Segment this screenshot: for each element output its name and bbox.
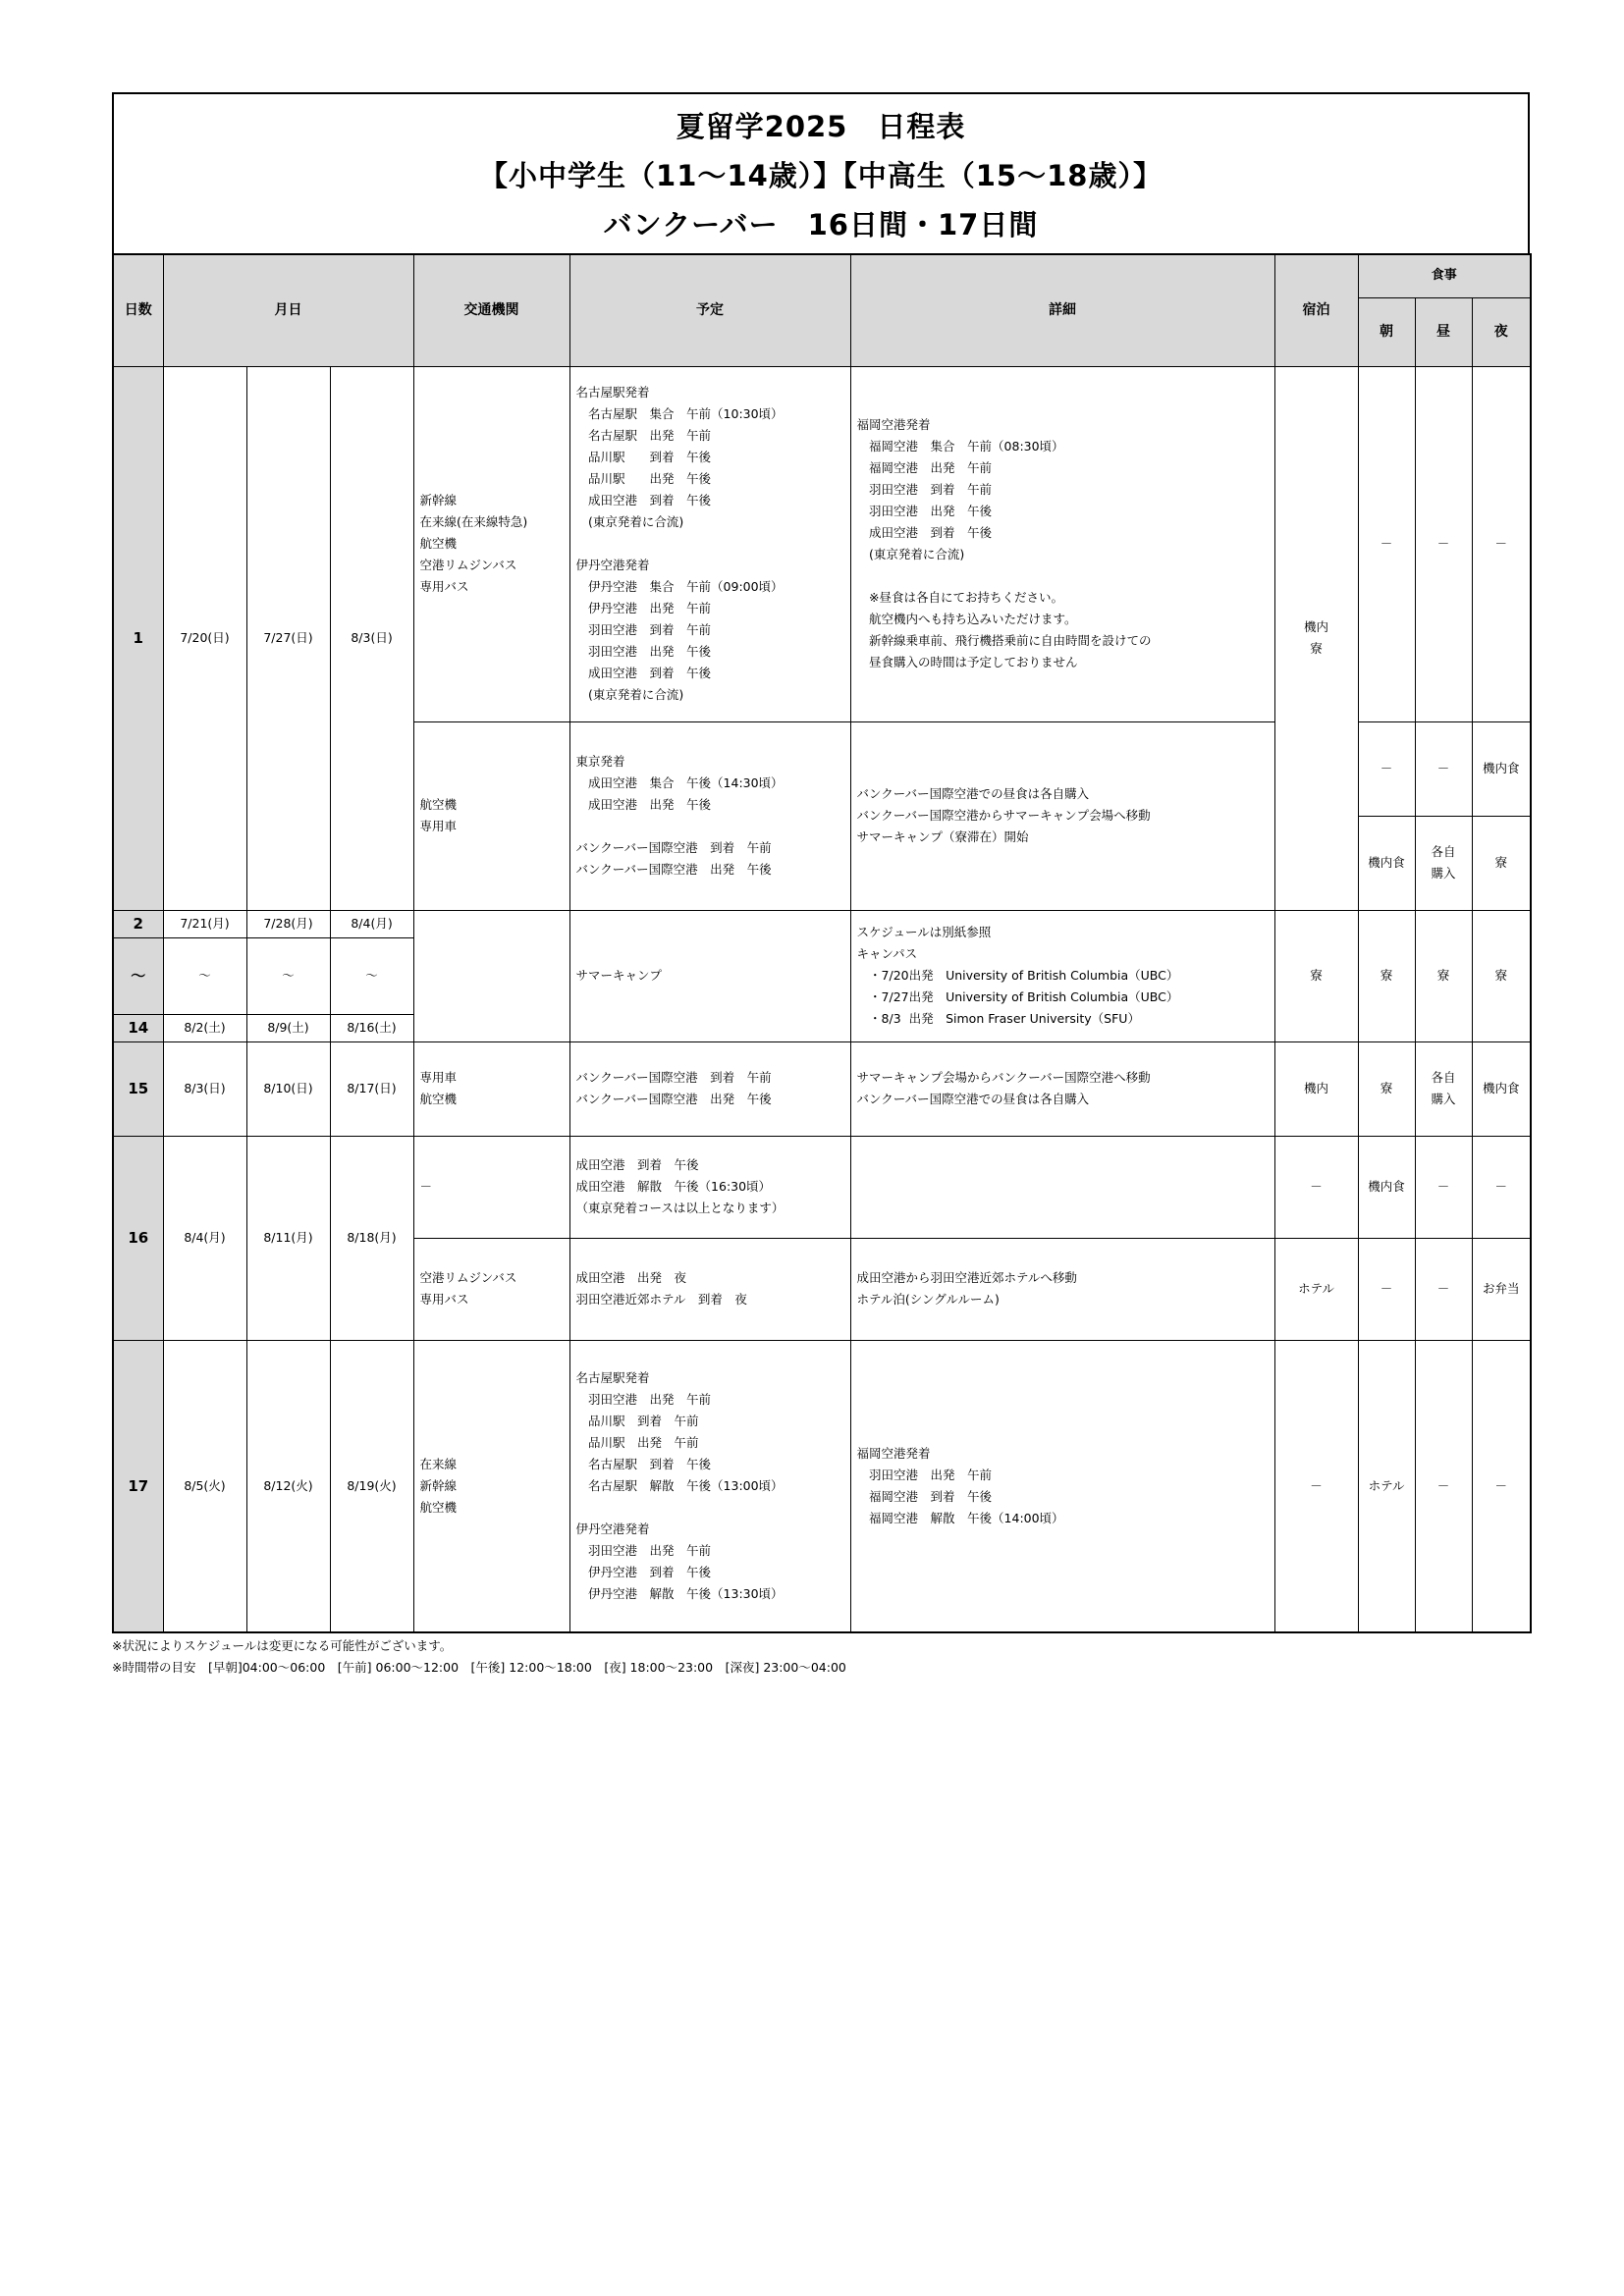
text-line: サマーキャンプ（寮滞在）開始 xyxy=(856,829,1029,844)
text-line: 羽田空港 到着 午前 xyxy=(575,622,712,637)
text-line: 専用車 xyxy=(419,819,458,833)
meal-lunch: － xyxy=(1415,1340,1472,1632)
date-cell: 8/5(火) xyxy=(163,1340,246,1632)
day-number: 1 xyxy=(113,366,163,910)
text-line: 品川駅 到着 午前 xyxy=(575,1413,699,1428)
text-line: スケジュールは別紙参照 xyxy=(856,925,992,939)
date-cell: ～ xyxy=(246,937,330,1014)
stay-cell xyxy=(1274,366,1358,910)
day-number: 14 xyxy=(113,1014,163,1041)
date-cell: 8/18(月) xyxy=(330,1136,413,1340)
header-date: 月日 xyxy=(163,254,413,366)
text-line: 航空機 xyxy=(419,797,458,812)
detail-cell xyxy=(850,1238,1274,1340)
text-line: ※昼食は各自にてお持ちください。 xyxy=(856,590,1064,605)
text-line: 羽田空港 到着 午前 xyxy=(856,482,993,497)
date-cell: ～ xyxy=(330,937,413,1014)
text-line: 購入 xyxy=(1431,1092,1456,1106)
text-line xyxy=(857,565,1269,587)
text-line: (東京発着に合流) xyxy=(856,547,965,561)
text-line: 東京発着 xyxy=(575,754,625,769)
meal-breakfast: 寮 xyxy=(1358,1041,1415,1136)
date-cell: 8/4(月) xyxy=(330,910,413,937)
transport-cell xyxy=(413,1041,569,1136)
plan-cell xyxy=(569,1136,850,1238)
header-breakfast: 朝 xyxy=(1358,297,1415,366)
meal-breakfast: 機内食 xyxy=(1358,816,1415,910)
text-line: 航空機 xyxy=(419,536,458,551)
text-line: 新幹線 xyxy=(419,493,458,507)
text-line: 伊丹空港発着 xyxy=(575,558,650,572)
text-line: 航空機内へも持ち込みいただけます。 xyxy=(856,612,1077,626)
text-line: － xyxy=(419,1179,433,1194)
date-cell: 8/9(土) xyxy=(246,1014,330,1041)
text-line: 新幹線 xyxy=(419,1477,458,1493)
text-line: 成田空港 解散 午後（16:30頃） xyxy=(575,1179,772,1194)
detail-cell xyxy=(850,1041,1274,1136)
text-line: 購入 xyxy=(1431,866,1456,881)
detail-cell xyxy=(850,1136,1274,1238)
transport-cell xyxy=(413,1136,569,1238)
plan-cell xyxy=(569,1340,850,1632)
meal-breakfast: ホテル xyxy=(1358,1340,1415,1632)
text-line: 名古屋駅 到着 午後 xyxy=(575,1456,712,1471)
text-line: 寮 xyxy=(1310,641,1323,656)
plan-cell xyxy=(569,1238,850,1340)
header-stay: 宿泊 xyxy=(1274,254,1358,366)
text-line: 成田空港 出発 午後 xyxy=(575,797,712,812)
text-line: 各自 xyxy=(1431,1070,1456,1085)
meal-lunch: 寮 xyxy=(1415,910,1472,1041)
meal-dinner: 寮 xyxy=(1472,910,1531,1041)
date-cell: 8/12(火) xyxy=(246,1340,330,1632)
text-line: 成田空港 集合 午後（14:30頃） xyxy=(575,775,784,790)
text-line: 航空機 xyxy=(419,1499,458,1515)
day-number: 2 xyxy=(113,910,163,937)
text-line: 航空機 xyxy=(419,1092,458,1106)
date-cell: 8/2(土) xyxy=(163,1014,246,1041)
meal-lunch: － xyxy=(1415,1238,1472,1340)
text-line: 専用バス xyxy=(419,1292,469,1307)
date-cell: 8/17(日) xyxy=(330,1041,413,1136)
header-lunch: 昼 xyxy=(1415,297,1472,366)
meal-dinner: 機内食 xyxy=(1472,1041,1531,1136)
text-line: 名古屋駅 集合 午前（10:30頃） xyxy=(575,406,784,421)
transport-cell xyxy=(413,1238,569,1340)
date-cell: 8/10(日) xyxy=(246,1041,330,1136)
text-line: 品川駅 出発 午前 xyxy=(575,1434,699,1450)
text-line: バンクーバー国際空港 出発 午後 xyxy=(575,862,772,877)
plan-cell xyxy=(569,721,850,910)
text-line: ・7/20出発 University of British Columbia（UBC） xyxy=(856,968,1179,983)
meal-dinner: － xyxy=(1472,1340,1531,1632)
date-cell: 7/21(月) xyxy=(163,910,246,937)
text-line: 名古屋駅発着 xyxy=(575,385,650,400)
date-cell: 8/4(月) xyxy=(163,1136,246,1340)
text-line: 新幹線乗車前、飛行機搭乗前に自由時間を設けての xyxy=(856,633,1152,648)
detail-cell xyxy=(850,910,1274,1041)
text-line: 伊丹空港 到着 午後 xyxy=(575,1564,712,1579)
text-line: 成田空港 到着 午後 xyxy=(856,525,993,540)
header-transport: 交通機関 xyxy=(413,254,569,366)
transport-cell xyxy=(413,366,569,721)
plan-cell xyxy=(569,366,850,721)
text-line: 福岡空港発着 xyxy=(856,1445,931,1461)
header-plan: 予定 xyxy=(569,254,850,366)
date-cell: 7/27(日) xyxy=(246,366,330,910)
date-cell: 7/28(月) xyxy=(246,910,330,937)
date-cell: 7/20(日) xyxy=(163,366,246,910)
text-line: 成田空港 到着 午後 xyxy=(575,1157,699,1172)
text-line: 空港リムジンバス xyxy=(419,558,517,572)
text-line: 成田空港から羽田空港近郊ホテルへ移動 xyxy=(856,1270,1077,1285)
text-line: 成田空港 到着 午後 xyxy=(575,493,712,507)
meal-dinner: 機内食 xyxy=(1472,721,1531,816)
text-line: 各自 xyxy=(1431,844,1456,859)
detail-cell xyxy=(850,1340,1274,1632)
text-line: サマーキャンプ会場からバンクーバー国際空港へ移動 xyxy=(856,1070,1151,1085)
meal-lunch xyxy=(1415,816,1472,910)
text-line: ・8/3 出発 Simon Fraser University（SFU） xyxy=(856,1011,1140,1026)
header-meals: 食事 xyxy=(1358,254,1531,297)
text-line: バンクーバー国際空港での昼食は各自購入 xyxy=(856,1092,1090,1106)
footnotes xyxy=(112,1635,1530,1679)
text-line: 成田空港 到着 午後 xyxy=(575,666,712,680)
text-line: 羽田空港 出発 午前 xyxy=(856,1467,993,1482)
text-line: 昼食購入の時間は予定しておりません xyxy=(856,655,1078,669)
text-line: 名古屋駅 解散 午後（13:00頃） xyxy=(575,1477,784,1493)
date-cell: 8/16(土) xyxy=(330,1014,413,1041)
meal-breakfast: 寮 xyxy=(1358,910,1415,1041)
text-line: 品川駅 到着 午後 xyxy=(575,450,712,464)
text-line: 福岡空港 到着 午後 xyxy=(856,1488,993,1504)
meal-dinner: 寮 xyxy=(1472,816,1531,910)
text-line: 羽田空港 出発 午後 xyxy=(575,644,712,659)
text-line: バンクーバー国際空港 出発 午後 xyxy=(575,1092,772,1106)
footnote-1: ※状況によりスケジュールは変更になる可能性がございます。 xyxy=(112,1638,453,1653)
text-line: 福岡空港 出発 午前 xyxy=(856,460,993,475)
text-line: 福岡空港 解散 午後（14:00頃） xyxy=(856,1510,1064,1525)
detail-cell xyxy=(850,366,1274,721)
day-number: ～ xyxy=(113,937,163,1014)
meal-lunch xyxy=(1415,1041,1472,1136)
text-line: 機内 xyxy=(1304,619,1329,634)
text-line: 在来線(在来線特急) xyxy=(419,514,528,529)
schedule-sheet xyxy=(112,92,1530,1679)
date-cell: 8/3(日) xyxy=(163,1041,246,1136)
stay-cell: ホテル xyxy=(1274,1238,1358,1340)
date-cell: 8/11(月) xyxy=(246,1136,330,1340)
stay-cell: － xyxy=(1274,1340,1358,1632)
text-line: 名古屋駅 出発 午前 xyxy=(575,428,712,443)
text-line: 羽田空港近郊ホテル 到着 夜 xyxy=(575,1292,747,1307)
text-line: 専用車 xyxy=(419,1070,458,1085)
text-line: (東京発着に合流) xyxy=(575,687,684,702)
meal-breakfast: － xyxy=(1358,366,1415,721)
meal-breakfast: － xyxy=(1358,721,1415,816)
text-line: 羽田空港 出発 午前 xyxy=(575,1542,712,1558)
text-line xyxy=(576,816,844,837)
date-cell: ～ xyxy=(163,937,246,1014)
text-line: 伊丹空港 出発 午前 xyxy=(575,601,712,615)
text-line: ・7/27出発 University of British Columbia（UBC） xyxy=(856,989,1179,1004)
text-line: 福岡空港発着 xyxy=(856,417,931,432)
text-line: 羽田空港 出発 午後 xyxy=(856,504,993,518)
text-line: 成田空港 出発 夜 xyxy=(575,1270,687,1285)
detail-cell xyxy=(850,721,1274,910)
text-line: 専用バス xyxy=(419,579,469,594)
transport-cell xyxy=(413,1340,569,1632)
text-line: (東京発着に合流) xyxy=(575,514,684,529)
text-line: 名古屋駅発着 xyxy=(575,1369,650,1385)
schedule-table xyxy=(112,253,1532,1633)
text-line: バンクーバー国際空港 到着 午前 xyxy=(575,1070,772,1085)
day-number: 17 xyxy=(113,1340,163,1632)
meal-dinner: － xyxy=(1472,366,1531,721)
title-block xyxy=(112,92,1530,253)
meal-dinner: － xyxy=(1472,1136,1531,1238)
header-dinner: 夜 xyxy=(1472,297,1531,366)
header-detail: 詳細 xyxy=(850,254,1274,366)
text-line: キャンパス xyxy=(856,946,918,961)
meal-breakfast: － xyxy=(1358,1238,1415,1340)
text-line: 在来線 xyxy=(419,1456,458,1471)
stay-cell: 機内 xyxy=(1274,1041,1358,1136)
title-line-1: 夏留学2025 日程表 xyxy=(676,110,966,143)
text-line: 伊丹空港 解散 午後（13:30頃） xyxy=(575,1585,784,1601)
transport-cell xyxy=(413,910,569,1041)
day-number: 15 xyxy=(113,1041,163,1136)
footnote-2: ※時間帯の目安 [早朝]04:00～06:00 [午前] 06:00～12:00 [午後] 12:00～18:00 [夜] 18:00～23:00 [深夜] 23:00～04:00 xyxy=(112,1660,846,1675)
text-line: ホテル泊(シングルルーム) xyxy=(856,1292,1000,1307)
meal-lunch: － xyxy=(1415,366,1472,721)
title-line-2: 【小中学生（11～14歳）】【中高生（15～18歳）】 xyxy=(479,159,1163,192)
plan-cell: サマーキャンプ xyxy=(569,910,850,1041)
meal-breakfast: 機内食 xyxy=(1358,1136,1415,1238)
meal-lunch: － xyxy=(1415,1136,1472,1238)
text-line: バンクーバー国際空港での昼食は各自購入 xyxy=(856,786,1090,801)
plan-cell xyxy=(569,1041,850,1136)
text-line: 福岡空港 集合 午前（08:30頃） xyxy=(856,439,1064,454)
text-line: 伊丹空港発着 xyxy=(575,1521,650,1536)
text-line: 伊丹空港 集合 午前（09:00頃） xyxy=(575,579,784,594)
day-number: 16 xyxy=(113,1136,163,1340)
text-line: 品川駅 出発 午後 xyxy=(575,471,712,486)
stay-cell: － xyxy=(1274,1136,1358,1238)
text-line: （東京発着コースは以上となります） xyxy=(575,1201,785,1215)
text-line: 羽田空港 出発 午前 xyxy=(575,1391,712,1407)
header-day: 日数 xyxy=(113,254,163,366)
text-line: バンクーバー国際空港 到着 午前 xyxy=(575,840,772,855)
date-cell: 8/19(火) xyxy=(330,1340,413,1632)
transport-cell xyxy=(413,721,569,910)
text-line: 空港リムジンバス xyxy=(419,1270,517,1285)
date-cell: 8/3(日) xyxy=(330,366,413,910)
meal-lunch: － xyxy=(1415,721,1472,816)
stay-cell: 寮 xyxy=(1274,910,1358,1041)
meal-dinner: お弁当 xyxy=(1472,1238,1531,1340)
text-line xyxy=(576,1497,844,1519)
text-line: バンクーバー国際空港からサマーキャンプ会場へ移動 xyxy=(856,808,1151,823)
title-line-3: バンクーバー 16日間・17日間 xyxy=(603,208,1039,241)
text-line xyxy=(576,533,844,555)
